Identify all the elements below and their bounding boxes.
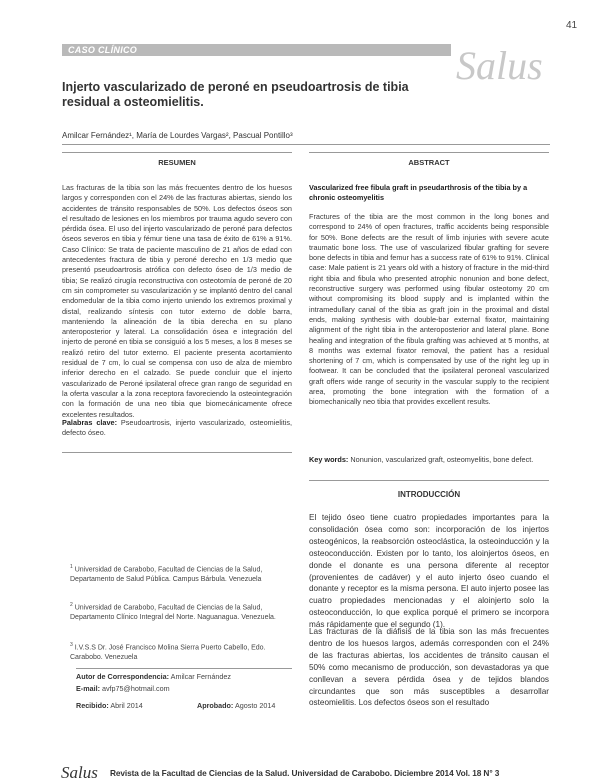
abstract-body: Fractures of the tibia are the most common in the long bones and correspond to 24% of open fractures, traffic accidents being responsible for 50%. Bone defects are the result of limb injuries with severe acute traumatic bone loss. The use of vascularized fibular grafting for severe bone defects in tibia and femur has a success rate of 61% to 91%. Clinical case: Male patient is 21 years old with a history of fracture in the mid-third right tibia and fibula who presented atrophic nonunion and bone defect, reconstructive surgery was performed using fibular osteotomy 20 cm without compromising its blood supply and is implanted within the intramedullary canal of the tibia as graft join in the proximal and distal ends, making synthesis with double-bar external fixator, maintaining alignment of the right tibia in the anteroposterior and lateral plane. Bone healing and integration of the fibula grafting was achieved at 5 months, at 8 months was external fixator removal, the patient has a residual shortening of 7 cm, which is compensated by use of the right leg up in footwear. It can be concluded that the ipsilateral peroneal vascularized graft offers wide range of security in the vascular supply to the recipient area, promoting the bone integration with the formation of a biomechanically neo tibia that provides excellent results.	[309, 212, 549, 407]
affiliations-rule	[76, 668, 292, 669]
authors: Amilcar Fernández¹, María de Lourdes Vargas², Pascual Pontillo³	[62, 131, 293, 140]
introduccion-p1: El tejido óseo tiene cuatro propiedades importantes para la consolidación ósea como son: incorporación de los injertos osteogénicos, la reabsorción osteoclástica, la osteoinducción y la osteoconducción. Existen por lo tanto, los aloinjertos óseos, en donde el donante es una persona diferente al receptor (provenientes de cadáver) y el auto injerto óseo cuando el donante y receptor es la misma persona. El auto injerto posee las cuatro propiedades mencionadas y el aloinjerto solo la osteoconducción, lo que explica porqué el primero se incorpora más rápidamente que el segundo (1).	[309, 513, 549, 630]
affiliation-2-text: Universidad de Carabobo, Facultad de Ciencias de la Salud, Departamento Clínico Integral del Norte. Naguanagua. Venezuela.	[70, 604, 276, 621]
section-label: CASO CLÍNICO	[68, 45, 138, 55]
resumen-keywords-text: Pseudoartrosis, injerto vascularizado, osteomielitis, defecto óseo.	[62, 418, 292, 438]
affiliation-1-text: Universidad de Carabobo, Facultad de Ciencias de la Salud, Departamento de Salud Pública. Campus Bárbula. Venezuela	[70, 566, 263, 583]
introduccion-p2: Las fracturas de la diáfisis de la tibia son las más frecuentes dentro de los huesos largos, además corresponden con el 24% de las fracturas abiertas, los accidentes de tránsito causan el 50% como mecanismo de producción, son devastadoras ya que conllevan a severa pérdida ósea y de tejidos blandos circundantes que son más susceptibles a desarrollar osteomielitis. Los defectos óseos son el resultado	[309, 627, 549, 708]
resumen-body: Las fracturas de la tibia son las más frecuentes dentro de los huesos largos y corresponden con el 24% de las fracturas abiertas, siendo los accidentes de tránsito responsables de 50%. Los defectos óseos son el resultado de lesiones en los miembros por trauma agudo severo con pérdida ósea. El uso del injerto vascularizado de peroné para defectos óseos severos en tibia y fémur tiene una tasa de éxito de 61% a 91%. Caso Clínico: Se trata de paciente masculino de 21 años de edad con antecedentes fractura de tibia y peroné derecho en 1/3 medio que presentó pseudoartrosis atrófica con defecto óseo de 1/3 medio de tibia; Se realizó cirugía reconstructiva con osteotomía de peroné de 20 cm sin comprometer su vascularización y se implantó dentro del canal endomedular de la tibia como injerto uniendo los extremos proximal y distal, realizando síntesis con tutor externo de doble barra, manteniendo la alineación de la tibia derecha en su plano anteroposterior y lateral. La consolidación ósea e integración del injerto de peroné en tibia se consiguió a los 5 meses, a los 8 meses se realizó retiro del tutor externo. El paciente presenta acortamiento residual de 7 cm, lo cual se compensa con uso de alza de miembro inferior derecho en el calzado. Se puede concluir que el injerto vascularizado de Peroné ipsilateral ofrece gran rango de seguridad en la oferta vascular a la zona receptora favoreciendo la osteointegración con la formación de una neo tibia que biomecánicamente ofrece excelentes resultados.	[62, 183, 292, 419]
affiliation-1	[70, 563, 292, 584]
abstract-bottom-rule	[309, 480, 549, 481]
journal-logo: Salus	[456, 43, 543, 88]
article-title: Injerto vascularizado de peroné en pseudoartrosis de tibia residual a osteomielitis.	[62, 80, 409, 109]
resumen-bottom-rule	[62, 452, 292, 453]
abstract-title: Vascularized free fibula graft in pseudarthrosis of the tibia by a chronic osteomyelitis	[309, 183, 528, 203]
approved-label: Aprobado:	[197, 701, 234, 710]
affiliation-3-num: 3	[70, 642, 73, 648]
correspondence-value: Amilcar Fernández	[170, 672, 231, 681]
page-number: 41	[566, 20, 578, 31]
email	[76, 684, 170, 693]
affiliation-2-num: 2	[70, 602, 73, 608]
introduccion-heading: INTRODUCCIÓN	[397, 490, 461, 499]
abstract-keywords-text: Nonunion, vascularized graft, osteomyelitis, bone defect.	[350, 455, 534, 464]
abstract-keywords-label: Key words:	[309, 455, 349, 464]
resumen-top-rule	[62, 152, 292, 153]
resumen-heading: RESUMEN	[158, 158, 196, 167]
approved-value: Agosto 2014	[234, 701, 276, 710]
abstract-top-rule	[309, 152, 549, 153]
affiliation-3	[70, 641, 292, 662]
received-date	[76, 701, 143, 710]
affiliation-3-text: I.V.S.S Dr. José Francisco Molina Sierra Puerto Cabello, Edo. Carabobo. Venezuela	[70, 644, 266, 661]
affiliation-1-num: 1	[70, 564, 73, 570]
received-value: Abril 2014	[110, 701, 143, 710]
affiliation-2	[70, 601, 292, 622]
footer-text: Revista de la Facultad de Ciencias de la Salud. Universidad de Carabobo. Diciembre 2014 Vol. 18 N° 3	[110, 768, 500, 778]
section-label-bar	[62, 44, 451, 56]
footer-logo: Salus	[61, 763, 98, 782]
abstract-heading: ABSTRACT	[408, 158, 450, 167]
correspondence-label: Autor de Correspondencia:	[76, 672, 170, 681]
authors-divider	[62, 144, 550, 145]
resumen-keywords-label: Palabras clave:	[62, 418, 118, 427]
email-value: avfp75@hotmail.com	[101, 684, 170, 693]
email-label: E-mail:	[76, 684, 100, 693]
resumen-keywords	[62, 418, 292, 439]
received-label: Recibido:	[76, 701, 109, 710]
approved-date	[197, 701, 275, 710]
abstract-keywords	[309, 455, 549, 465]
correspondence	[76, 672, 231, 681]
